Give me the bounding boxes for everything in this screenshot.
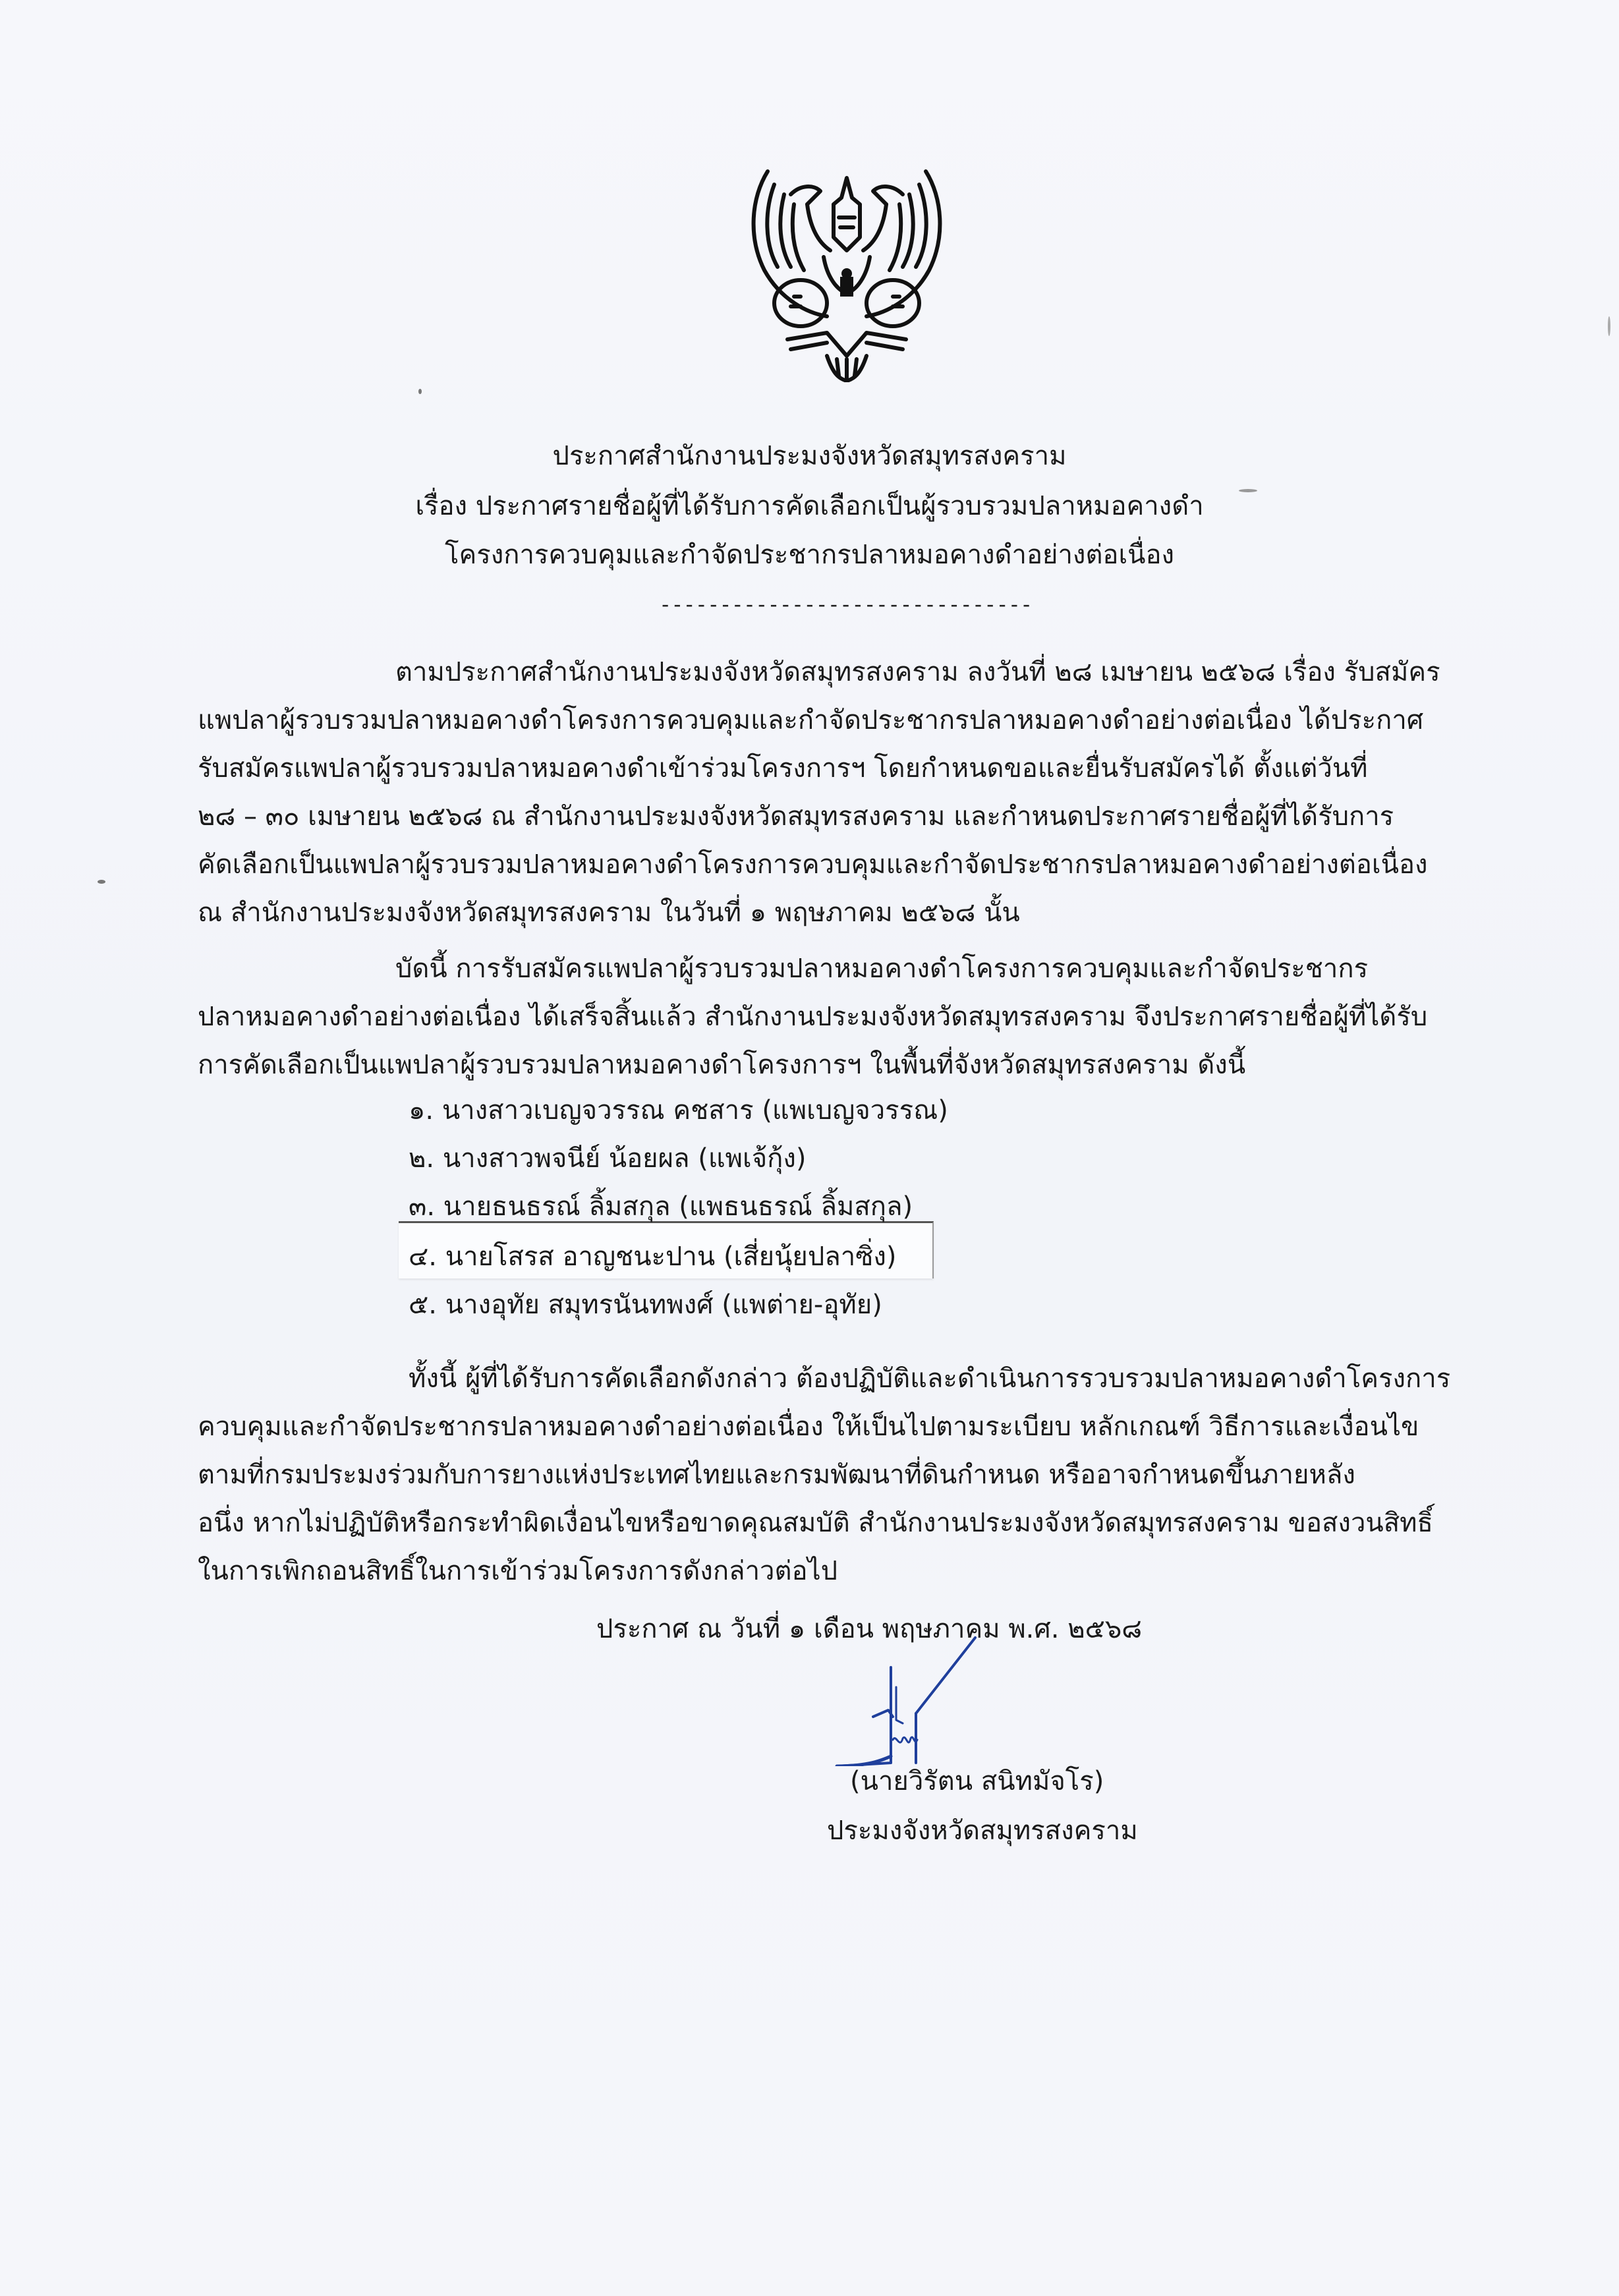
announcement-project: โครงการควบคุมและกำจัดประชากรปลาหมอคางดำอย่างต่อเนื่อง — [444, 540, 1175, 570]
business-name: (เสี่ยนุ้ยปลาซิ่ง) — [723, 1242, 897, 1272]
paragraph-line: แพปลาผู้รวบรวมปลาหมอคางดำโครงการควบคุมและกำจัดประชากรปลาหมอคางดำอย่างต่อเนื่อง ได้ประกาศ — [198, 705, 1424, 735]
header-divider: ------------------------------- — [659, 592, 1033, 617]
handwritten-signature-icon — [817, 1634, 1028, 1766]
paragraph-line: อนึ่ง หากไม่ปฏิบัติหรือกระทำผิดเงื่อนไขหรือขาดคุณสมบัติ สำนักงานประมงจังหวัดสมุทรสงคราม ขอสงวนสิทธิ์ — [198, 1508, 1433, 1538]
signer-name: (นายวิรัตน สนิทมัจโร) — [850, 1766, 1104, 1796]
list-number: ๓. — [409, 1191, 436, 1222]
list-number: ๑. — [409, 1095, 434, 1126]
person-name: นายธนธรณ์ ลิ้มสกุล — [443, 1191, 671, 1222]
paragraph-line: บัดนี้ การรับสมัครแพปลาผู้รวบรวมปลาหมอคางดำโครงการควบคุมและกำจัดประชากร — [395, 954, 1369, 984]
business-name: (แพเบญจวรรณ) — [762, 1095, 948, 1126]
list-item — [409, 1292, 882, 1318]
announcement-issuer: ประกาศสำนักงานประมงจังหวัดสมุทรสงคราม — [552, 441, 1067, 471]
paragraph-line: ในการเพิกถอนสิทธิ์ในการเข้าร่วมโครงการดังกล่าวต่อไป — [198, 1556, 838, 1586]
scan-speck — [1239, 489, 1257, 492]
list-item — [409, 1097, 948, 1124]
business-name: (แพธนธรณ์ ลิ้มสกุล) — [679, 1191, 913, 1222]
list-number: ๕. — [409, 1290, 437, 1320]
signer-title: ประมงจังหวัดสมุทรสงคราม — [827, 1816, 1138, 1846]
paragraph-line: ปลาหมอคางดำอย่างต่อเนื่อง ได้เสร็จสิ้นแล้ว สำนักงานประมงจังหวัดสมุทรสงคราม จึงประกาศรายชื่อผู้ที่ได้รับ — [198, 1002, 1428, 1032]
scan-speck — [98, 880, 105, 884]
paragraph-line: ตามที่กรมประมงร่วมกับการยางแห่งประเทศไทยและกรมพัฒนาที่ดินกำหนด หรืออาจกำหนดขึ้นภายหลัง — [198, 1460, 1355, 1490]
paragraph-line: การคัดเลือกเป็นแพปลาผู้รวบรวมปลาหมอคางดำโครงการฯ ในพื้นที่จังหวัดสมุทรสงคราม ดังนี้ — [198, 1050, 1246, 1080]
list-number: ๔. — [409, 1242, 437, 1272]
scan-speck — [418, 389, 422, 394]
scan-speck — [1608, 316, 1610, 336]
garuda-emblem-icon — [728, 158, 965, 382]
announcement-subject: เรื่อง ประกาศรายชื่อผู้ที่ได้รับการคัดเลือกเป็นผู้รวบรวมปลาหมอคางดำ — [415, 491, 1204, 521]
paragraph-line: ๒๘ – ๓๐ เมษายน ๒๕๖๘ ณ สำนักงานประมงจังหวัดสมุทรสงคราม และกำหนดประกาศรายชื่อผู้ที่ได้รับการ — [198, 801, 1394, 832]
paragraph-line: ตามประกาศสำนักงานประมงจังหวัดสมุทรสงคราม ลงวันที่ ๒๘ เมษายน ๒๕๖๘ เรื่อง รับสมัคร — [395, 657, 1440, 687]
business-name: (แพต่าย-อุทัย) — [722, 1290, 882, 1320]
paragraph-line: คัดเลือกเป็นแพปลาผู้รวบรวมปลาหมอคางดำโครงการควบคุมและกำจัดประชากรปลาหมอคางดำอย่างต่อเนื่อง — [198, 849, 1428, 880]
list-item — [409, 1193, 913, 1220]
announcement-date: ประกาศ ณ วันที่ ๑ เดือน พฤษภาคม พ.ศ. ๒๕๖๘ — [596, 1614, 1143, 1644]
person-name: นางอุทัย สมุทรนันทพงศ์ — [445, 1290, 714, 1320]
person-name: นางสาวพจนีย์ น้อยผล — [442, 1143, 690, 1174]
person-name: นายโสรส อาญชนะปาน — [445, 1242, 716, 1272]
paragraph-line: ณ สำนักงานประมงจังหวัดสมุทรสงคราม ในวันที่ ๑ พฤษภาคม ๒๕๖๘ นั้น — [198, 898, 1020, 928]
paragraph-line: ทั้งนี้ ผู้ที่ได้รับการคัดเลือกดังกล่าว ต้องปฏิบัติและดำเนินการรวบรวมปลาหมอคางดำโครงการ — [409, 1363, 1451, 1394]
paragraph-line: ควบคุมและกำจัดประชากรปลาหมอคางดำอย่างต่อเนื่อง ให้เป็นไปตามระเบียบ หลักเกณฑ์ วิธีการและเงื่อนไข — [198, 1412, 1419, 1442]
list-item — [409, 1244, 897, 1270]
list-item — [409, 1145, 806, 1172]
business-name: (แพเจ้กุ้ง) — [698, 1143, 807, 1174]
person-name: นางสาวเบญจวรรณ คชสาร — [441, 1095, 754, 1126]
list-number: ๒. — [409, 1143, 435, 1174]
paragraph-line: รับสมัครแพปลาผู้รวบรวมปลาหมอคางดำเข้าร่วมโครงการฯ โดยกำหนดขอและยื่นรับสมัครได้ ตั้งแต่วันที่ — [198, 753, 1368, 784]
